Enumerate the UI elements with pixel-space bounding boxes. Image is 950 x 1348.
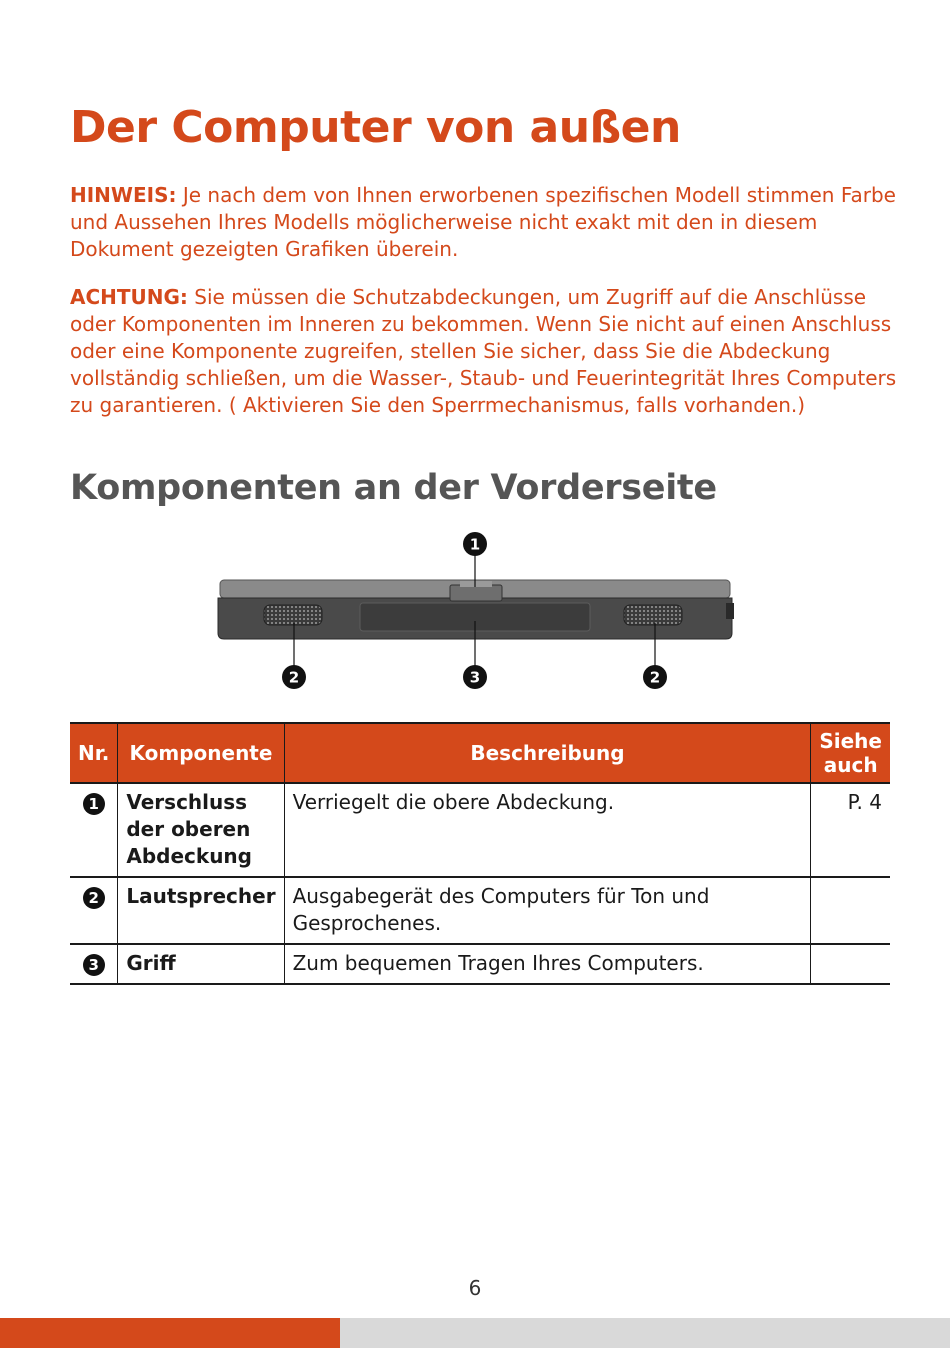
number-badge: 2 xyxy=(83,887,105,909)
page-number: 6 xyxy=(468,1276,482,1300)
header-siehe-auch: Siehe auch xyxy=(811,723,890,783)
laptop-front-figure xyxy=(210,525,750,695)
speaker-left xyxy=(264,605,322,625)
number-badge: 3 xyxy=(83,954,105,976)
achtung-text: Sie müssen die Schutzabdeckungen, um Zugriff auf die Anschlüsse oder Komponenten im Inneren zu bekommen. Wenn Sie nicht auf einen Anschluss oder eine Komponente zugreifen, stellen Sie sicher, dass Sie die Abdeckung vollständig schließen, um die Wasser-, Staub- und Feuerintegrität Ihres Computers zu garantieren. ( Aktivieren Sie den Sperrmechanismus, falls vorhanden.) xyxy=(70,285,897,417)
table-row xyxy=(70,783,890,877)
component-description: Verriegelt die obere Abdeckung. xyxy=(284,783,811,877)
footer-bar-accent xyxy=(0,1318,340,1348)
hinweis-label: HINWEIS: xyxy=(70,183,177,207)
header-komponente: Komponente xyxy=(118,723,284,783)
achtung-label: ACHTUNG: xyxy=(70,285,188,309)
svg-text:2: 2 xyxy=(288,668,300,687)
svg-text:2: 2 xyxy=(649,668,661,687)
header-nr: Nr. xyxy=(70,723,118,783)
see-also-ref xyxy=(811,877,890,944)
hinweis-text: Je nach dem von Ihnen erworbenen spezifischen Modell stimmen Farbe und Aussehen Ihres Modells möglicherweise nicht exakt mit den in diesem Dokument gezeigten Grafiken überein. xyxy=(70,183,896,261)
callout-1 xyxy=(463,532,487,556)
speaker-right xyxy=(624,605,682,625)
component-name: Lautsprecher xyxy=(118,877,284,944)
see-also-ref xyxy=(811,944,890,984)
header-beschreibung: Beschreibung xyxy=(284,723,811,783)
table-row xyxy=(70,944,890,984)
components-table xyxy=(70,722,890,985)
callout-2-right xyxy=(643,665,667,689)
callout-2-left xyxy=(282,665,306,689)
svg-text:3: 3 xyxy=(469,668,481,687)
see-also-ref: P. 4 xyxy=(811,783,890,877)
component-name: Verschluss der oberen Abdeckung xyxy=(118,783,284,877)
component-description: Zum bequemen Tragen Ihres Computers. xyxy=(284,944,811,984)
footer-bar-grey xyxy=(340,1318,950,1348)
table-header-row xyxy=(70,723,890,783)
hinweis-note xyxy=(70,182,900,263)
cover-latch xyxy=(450,585,502,601)
component-name: Griff xyxy=(118,944,284,984)
component-description: Ausgabegerät des Computers für Ton und Gesprochenes. xyxy=(284,877,811,944)
table-row xyxy=(70,877,890,944)
svg-text:1: 1 xyxy=(469,535,481,554)
section-title: Komponenten an der Vorderseite xyxy=(70,468,717,508)
achtung-note xyxy=(70,284,900,419)
number-badge: 1 xyxy=(83,793,105,815)
callout-3 xyxy=(463,665,487,689)
page-title: Der Computer von außen xyxy=(70,102,681,153)
